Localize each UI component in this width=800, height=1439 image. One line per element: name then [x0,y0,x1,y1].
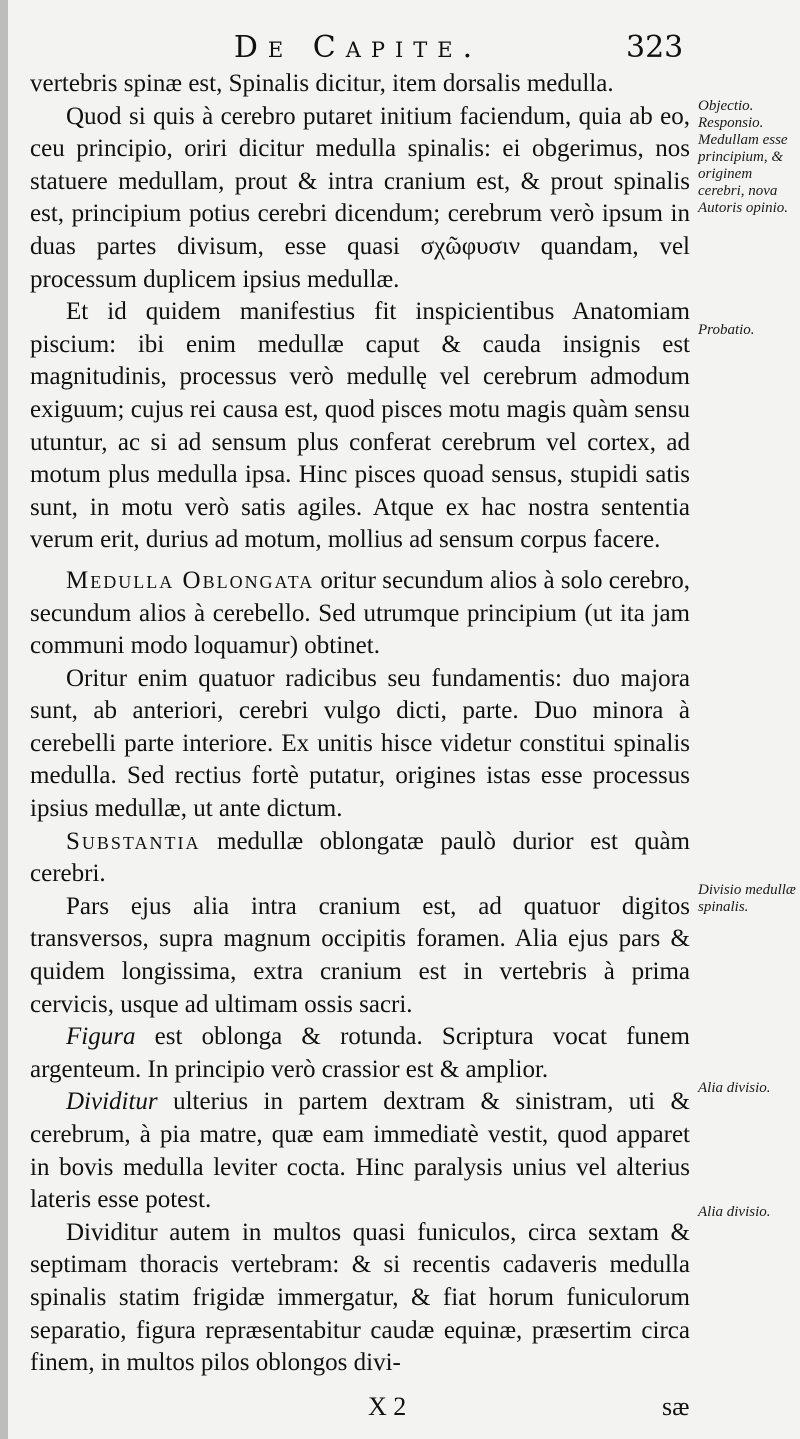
margin-note: Divisio medullæ spinalis. [698,882,796,915]
main-text-block [30,68,690,1380]
paragraph-lead: Substantia [66,827,201,855]
paragraph: Oritur enim quatuor radicibus seu fundamentis: duo majora sunt, ab anteriori, cerebri vulgo dicti, parte. Duo minora à cerebelli parte interiore. Ex unitis hisce videtur constitui spinalis medulla. Sed rectius fortè putatur, origines istas esse processus ipsius medullæ, ut ante dictum. [30,664,690,823]
paragraph: Quod si quis à cerebro putaret initium faciendum, quia ab eo, ceu principio, oriri dicitur medulla spinalis: ei obgerimus, nos statuere medullam, prout & intra cranium est, & prout spinalis est, principium potius cerebri dicendum; cerebrum verò ipsum in duas partes divisum, esse quasi σχῶφυσιν quandam, vel processum duplicem ipsius medullæ. [30,102,690,293]
margin-note: Objectio. Responsio. Medullam esse principium, & originem cerebri, nova Autoris opinio. [698,98,789,216]
paragraph-body: medullæ oblongatæ paulò durior est quàm cerebri. [30,827,690,888]
paragraph: Et id quidem manifestius fit inspicientibus Anatomiam piscium: ibi enim medullæ caput & cauda insignis est magnitudinis, processus verò medullę vel cerebrum admodum exiguum; cujus rei causa est, quod pisces motu magis quàm sensu utuntur, ac si ad sensum plus conferat cerebrum vel cortex, ad motum plus medulla ipsa. Hinc pisces quoad sensus, stupidi satis sunt, in motu verò satis agiles. Atque ex hac nostra sententia verum erit, durius ad motum, mollius ad sensum corpus facere. [30,298,690,554]
paragraph-lead: Figura [66,1023,136,1051]
margin-note: Probatio. [698,322,755,338]
margin-note: Alia divisio. [698,1204,771,1220]
running-title: De Capite. [233,30,483,65]
paragraph-body: oritur secundum alios à solo cerebro, secundum alios à cerebello. Sed utrumque principium (ut ita jam communi modo loquamur) obtinet. [30,566,690,660]
paragraph-lead: Dividitur [66,1088,158,1116]
margin-note: Alia divisio. [698,1080,771,1096]
paragraph [30,565,690,663]
page-number: 323 [626,30,684,65]
paragraph [30,1086,690,1216]
paragraph-body: ulterius in partem dextram & sinistram, uti & cerebrum, à pia matre, quæ eam immediatè vestit, quod apparet in bovis medulla leviter cocta. Hinc paralysis unius vel alterius lateris esse potest. [30,1088,690,1214]
paragraph [30,1021,690,1086]
paragraph [30,826,690,891]
signature-mark: X 2 [368,1392,407,1421]
paragraph: vertebris spinæ est, Spinalis dicitur, item dorsalis medulla. [30,70,614,97]
catchword: sæ [662,1392,690,1421]
paragraph: Pars ejus alia intra cranium est, ad quatuor digitos transversos, supra magnum occipitis foramen. Alia ejus pars & quidem longissima, extra cranium est in vertebris à prima cervicis, usque ad ultimam ossis sacri. [30,892,690,1018]
paragraph-body: est oblonga & rotunda. Scriptura vocat funem argenteum. In principio verò crassior est & amplior. [30,1023,690,1083]
paragraph: Dividitur autem in multos quasi funiculos, circa sextam & septimam thoracis vertebram: & si recentis cadaveris medulla spinalis statim frigidæ immergatur, & fiat horum funiculorum separatio, figura repræsentabitur caudæ equinæ, præsertim circa finem, in multos pilos oblongos divi- [30,1218,690,1377]
paragraph-lead: Medulla Oblongata [66,566,315,594]
